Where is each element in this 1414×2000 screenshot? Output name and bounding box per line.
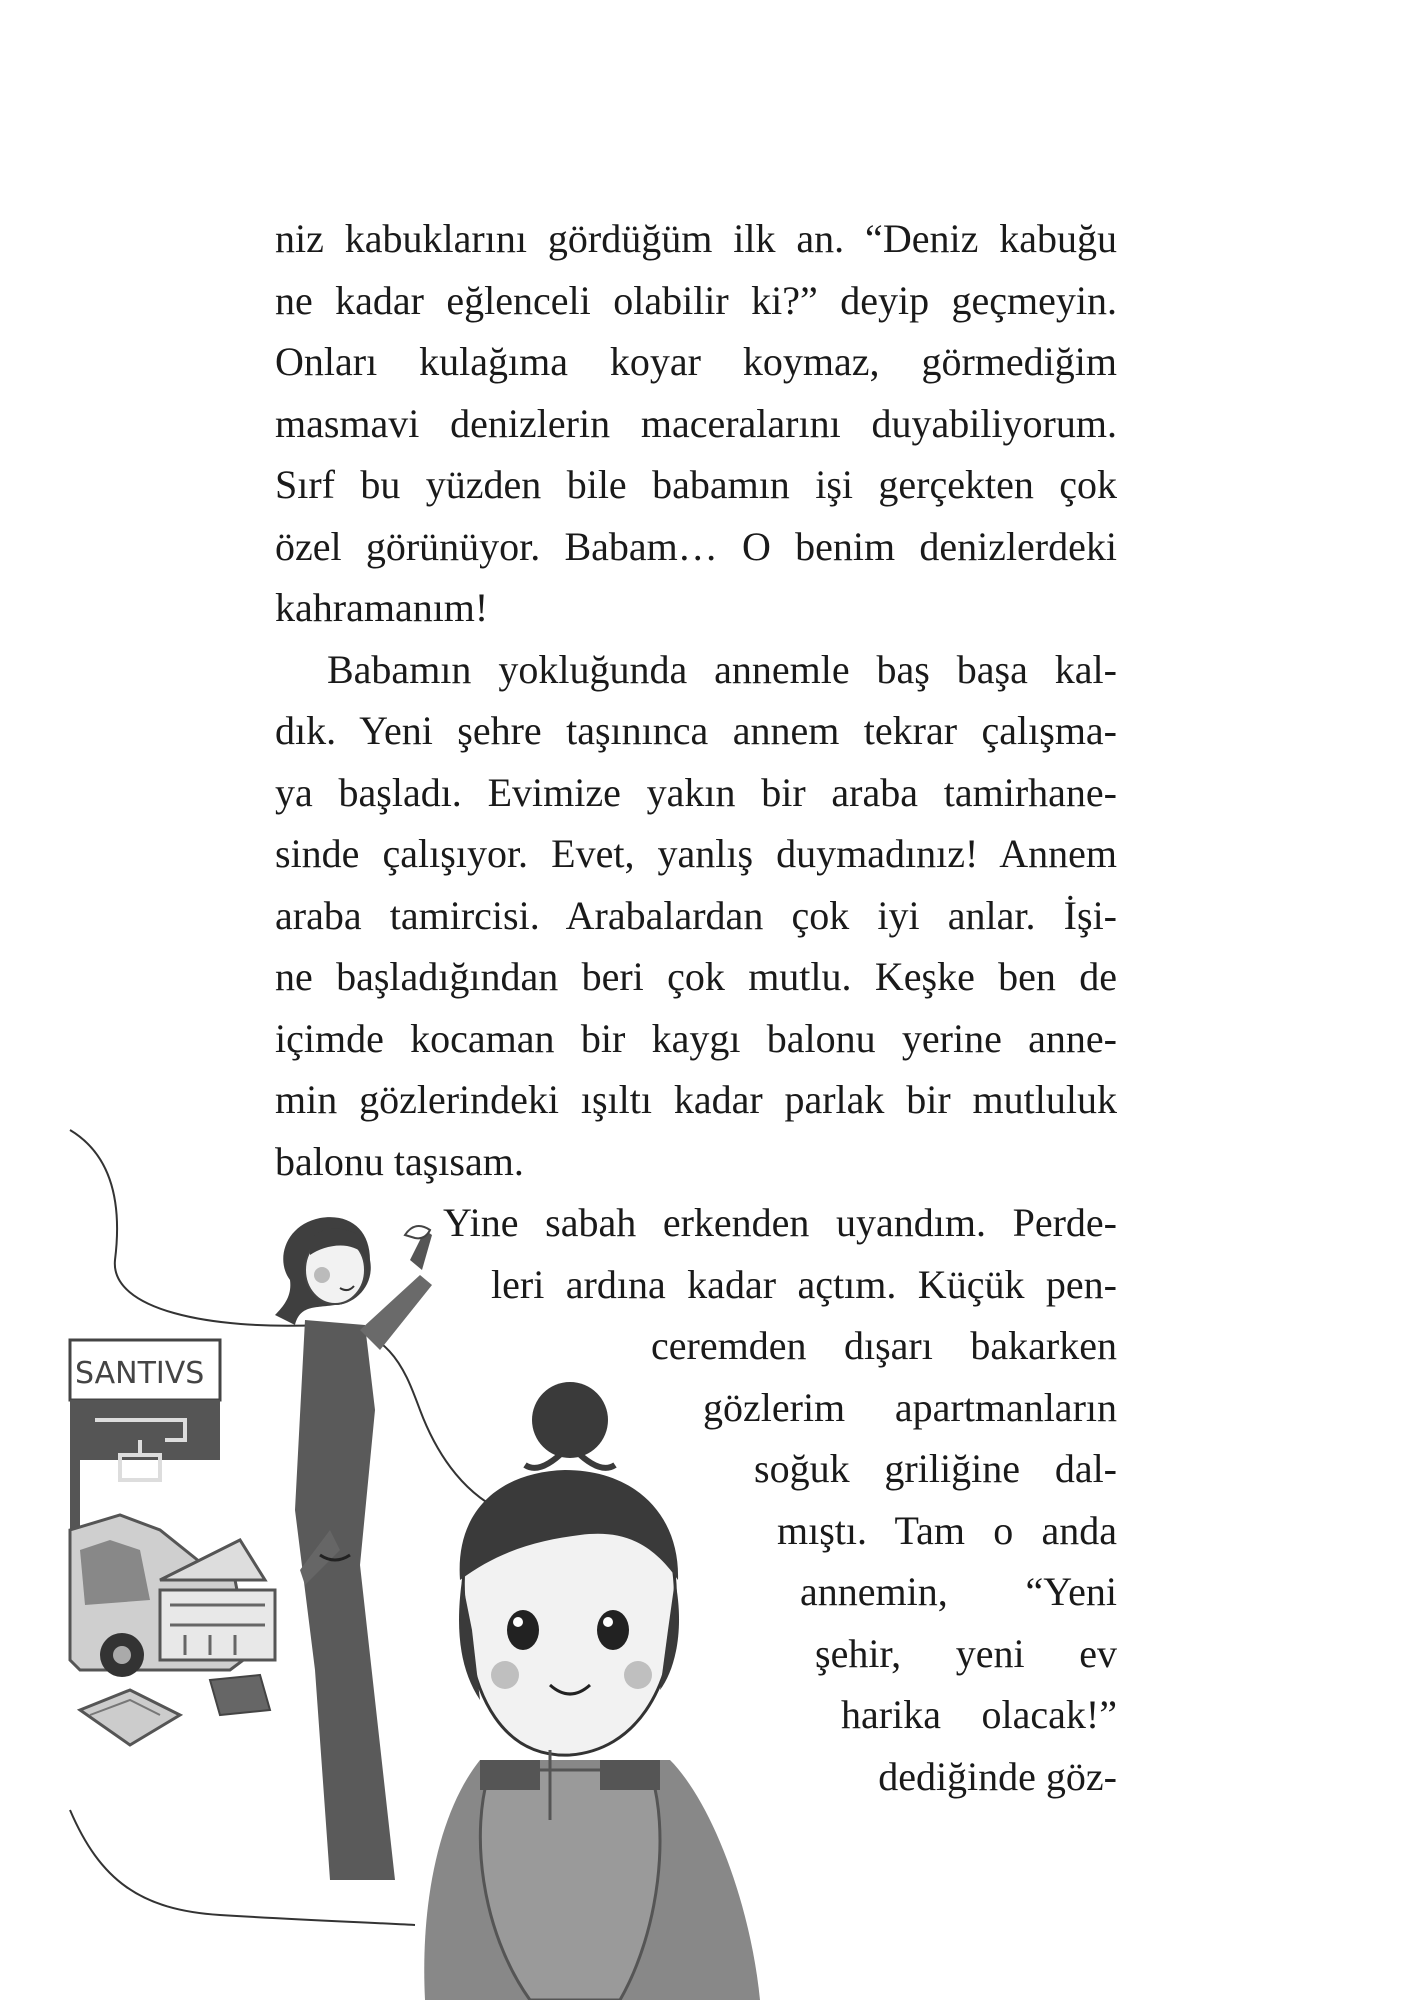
text-line: ceremden dışarı bakarken <box>651 1323 1117 1368</box>
text-line: kahramanım! <box>275 585 489 630</box>
text-line: özel görünüyor. Babam… O benim denizlerdeki <box>275 523 1117 569</box>
text-line: balonu taşısam. <box>275 1138 524 1184</box>
text-line: Sırf bu yüzden bile babamın işi gerçekten çok <box>275 462 1117 507</box>
garage-frame <box>70 1400 220 1460</box>
text-line: dık. Yeni şehre taşınınca annem tekrar çalışma- <box>275 708 1117 753</box>
text-line: niz kabuklarını gördüğüm ilk an. “Deniz kabuğu <box>275 216 1117 261</box>
text-line: şehir, yeni ev <box>815 1630 1117 1676</box>
text-line: masmavi denizlerin maceralarını duyabiliyorum. <box>275 400 1117 446</box>
text-line: soğuk griliğine dal- <box>754 1446 1117 1491</box>
text-line: sinde çalışıyor. Evet, yanlış duymadınız! Annem <box>275 831 1117 876</box>
text-line: Onları kulağıma koyar koymaz, görmediğim <box>275 339 1117 384</box>
text-line: ne kadar eğlenceli olabilir ki?” deyip geçmeyin. <box>275 277 1117 323</box>
text-line: dediğinde göz- <box>878 1753 1117 1799</box>
text-line: leri ardına kadar açtım. Küçük pen- <box>491 1261 1117 1307</box>
toolbox <box>80 1690 180 1745</box>
text-line: annemin, “Yeni <box>800 1569 1117 1614</box>
body-text <box>275 208 1117 1192</box>
garage-sign-text: SANTIVS <box>75 1356 205 1391</box>
text-line: araba tamircisi. Arabalardan çok iyi anlar. İşi- <box>275 892 1117 938</box>
text-line: min gözlerindeki ışıltı kadar parlak bir mutluluk <box>275 1077 1117 1122</box>
text-line: harika olacak!” <box>841 1692 1117 1737</box>
text-line: gözlerim apartmanların <box>703 1384 1117 1430</box>
text-line: içimde kocaman bir kaygı balonu yerine anne- <box>275 1015 1117 1061</box>
text-line: mıştı. Tam o anda <box>777 1507 1117 1553</box>
text-line: Babamın yokluğunda annemle baş başa kal- <box>327 646 1117 692</box>
text-line: ne başladığından beri çok mutlu. Keşke ben de <box>275 954 1117 999</box>
text-line: ya başladı. Evimize yakın bir araba tamirhane- <box>275 769 1117 815</box>
wrapped-text <box>275 1192 1117 1807</box>
text-line: Yine sabah erkenden uyandım. Perde- <box>443 1200 1117 1245</box>
